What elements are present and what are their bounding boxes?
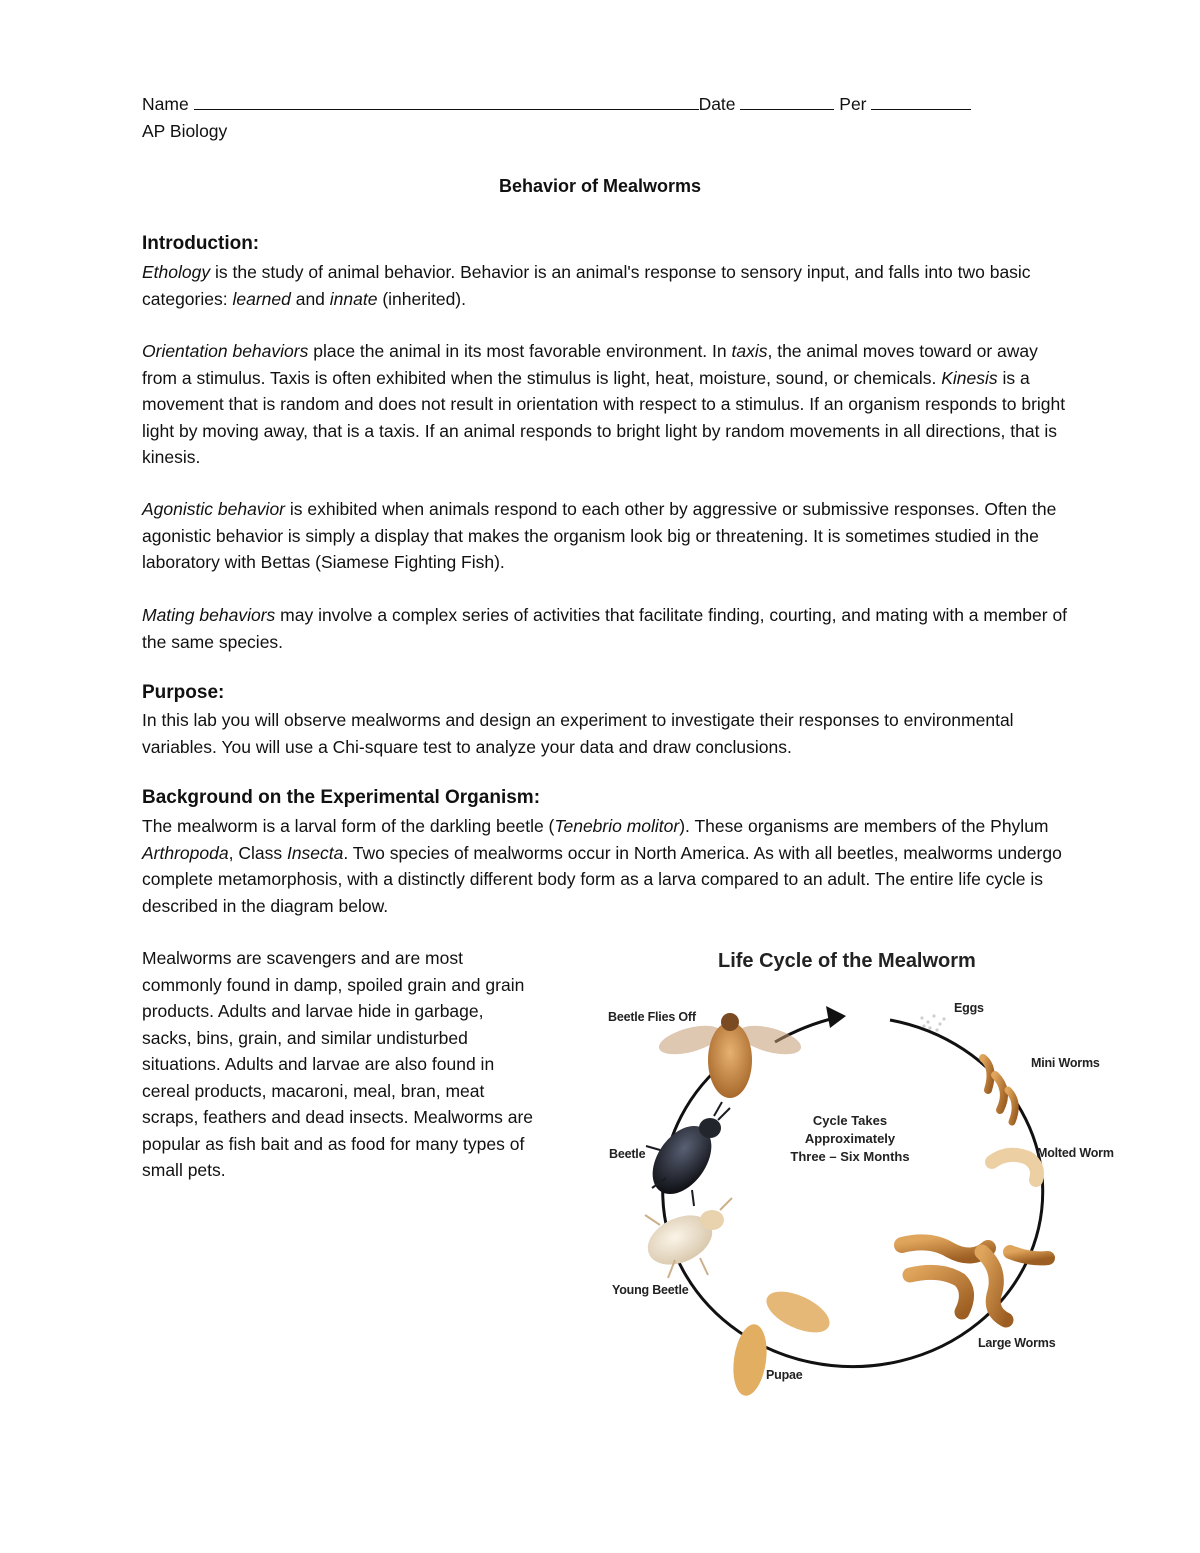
beetle-flies-off-image [656, 1013, 804, 1098]
term-kinesis: Kinesis [941, 367, 998, 388]
intro-paragraph-orientation [142, 338, 1072, 471]
label-beetle: Beetle [609, 1147, 646, 1161]
term-learned: learned [232, 288, 291, 309]
header-line [142, 91, 971, 115]
kinesis-text: is a movement that is random and does not result in orientation with respect to a stimulus. If an organism responds to bright light by moving away, that is a taxis. If an animal responds to bright light by random movements in all directions, that is kinesis. [142, 367, 1066, 467]
background-text-4: . Two species of mealworms occur in North America. As with all beetles, mealworms undergo complete metamorphosis, with a distinctly different body form as a larva compared to an adult. The entire life cycle is described in the diagram below. [142, 842, 1062, 916]
taxis-text: , the animal moves toward or away from a stimulus. Taxis is often exhibited when the stimulus is light, heat, moisture, sound, or chemicals. [142, 341, 1038, 388]
label-young-beetle: Young Beetle [612, 1283, 689, 1297]
mini-worms-image [983, 1058, 1015, 1122]
term-taxis: taxis [731, 341, 768, 361]
intro-paragraph-agonistic [142, 496, 1072, 576]
ethology-text: is the study of animal behavior. Behavior is an animal's response to sensory input, and falls into two basic categories: [142, 262, 1031, 309]
background-heading: Background on the Experimental Organism: [142, 787, 541, 808]
young-beetle-image [640, 1198, 732, 1278]
purpose-text: In this lab you will observe mealworms and design an experiment to investigate their responses to environmental variables. You will use a Chi-square test to analyze your data and draw conclusions. [142, 710, 1014, 757]
term-mating-behaviors: Mating behaviors [142, 605, 276, 625]
per-blank [871, 91, 971, 110]
date-blank [740, 91, 834, 110]
agonistic-text: is exhibited when animals respond to each other by aggressive or submissive responses. Often the agonistic behavior is simply a display that makes the organism look big or threatening. It is sometimes studied in the laboratory with Bettas (Siamese Fighting Fish). [142, 499, 1057, 572]
molted-worm-image [992, 1155, 1037, 1180]
page-title: Behavior of Mealworms [498, 176, 702, 196]
cycle-duration-note [775, 1112, 925, 1166]
life-cycle-diagram [590, 940, 1150, 1410]
background-paragraph [142, 813, 1072, 919]
label-molted-worm: Molted Worm [1037, 1146, 1114, 1160]
mating-text: may involve a complex series of activities that facilitate finding, courting, and mating with a member of the same species. [142, 605, 1068, 652]
background-text-3: , Class [228, 842, 287, 863]
term-insecta: Insecta [286, 842, 344, 863]
name-blank [194, 91, 699, 110]
date-label: Date [698, 94, 736, 114]
ethology-text-end: (inherited). [377, 288, 466, 309]
course-name: AP Biology [142, 121, 228, 141]
term-ethology: Ethology [142, 262, 211, 282]
label-beetle-flies-off: Beetle Flies Off [608, 1010, 696, 1024]
purpose-heading: Purpose: [142, 682, 225, 703]
label-large-worms: Large Worms [978, 1336, 1056, 1350]
background-text-2: ). These organisms are members of the Phylum [679, 816, 1049, 836]
term-tenebrio-molitor: Tenebrio molitor [554, 816, 680, 836]
term-orientation-behaviors: Orientation behaviors [142, 341, 309, 361]
label-mini-worms: Mini Worms [1031, 1056, 1100, 1070]
scavengers-paragraph [142, 945, 537, 1184]
scavengers-text: Mealworms are scavengers and are most commonly found in damp, spoiled grain and grain products. Adults and larvae hide in garbage, sacks, bins, grain, and similar undisturbed situations. Adults and larvae are also found in cereal products, macaroni, meal, bran, meat scraps, feathers and dead insects. Mealworms are popular as fish bait and as food for many types of small pets. [142, 948, 534, 1180]
intro-paragraph-mating [142, 602, 1072, 655]
orientation-text: place the animal in its most favorable environment. In [308, 341, 732, 361]
cycle-note-line-2: Approximately [804, 1131, 896, 1146]
per-label: Per [839, 94, 867, 114]
cycle-note-line-1: Cycle Takes [812, 1113, 888, 1128]
name-label: Name [142, 94, 189, 114]
label-eggs: Eggs [954, 1001, 984, 1015]
ethology-text-and: and [290, 288, 330, 309]
intro-paragraph-ethology [142, 259, 1072, 312]
term-innate: innate [329, 288, 378, 309]
large-worms-image [902, 1242, 1048, 1320]
background-text-1: The mealworm is a larval form of the darkling beetle ( [142, 816, 555, 836]
term-agonistic-behavior: Agonistic behavior [142, 499, 285, 519]
diagram-title: Life Cycle of the Mealworm [718, 950, 976, 972]
cycle-note-line-3: Three – Six Months [790, 1149, 910, 1164]
introduction-heading: Introduction: [142, 233, 260, 254]
beetle-image [641, 1102, 730, 1206]
arrow-head [826, 1006, 846, 1028]
term-arthropoda: Arthropoda [142, 842, 229, 863]
purpose-paragraph [142, 707, 1072, 760]
label-pupae: Pupae [766, 1368, 803, 1382]
